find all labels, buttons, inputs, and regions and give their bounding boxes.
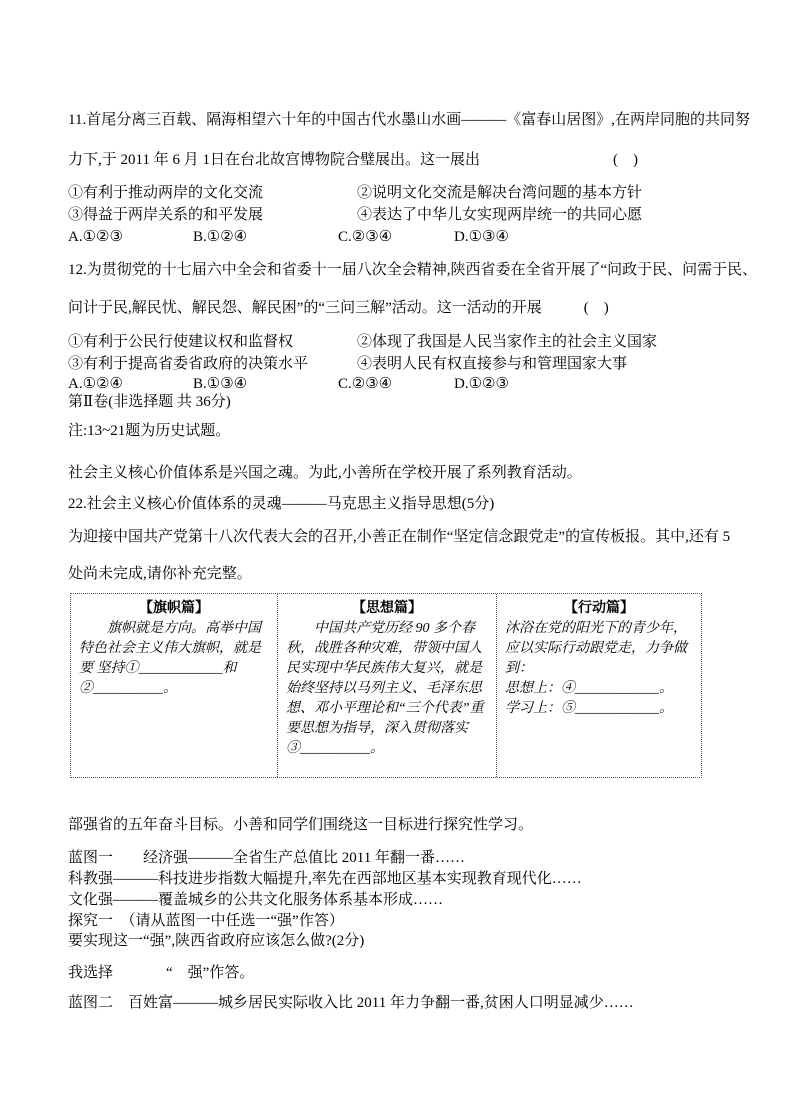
question-11-option-4: ④表达了中华儿女实现两岸统一的共同心愿 [357, 207, 643, 223]
question-12-stem-line-1: 12.为贯彻党的十七届六中全会和省委十一届八次全会精神,陕西省委在全省开展了“问政于民、问需于民、 [68, 262, 758, 278]
blueprint-1-line-2: 科教强———科技进步指数大幅提升,率先在西部地区基本实现教育现代化…… [68, 871, 582, 887]
choose-blank [113, 976, 166, 977]
board-cell-thought-title: 【思想篇】 [352, 601, 422, 616]
question-11-choice-d: D.①③④ [454, 229, 509, 245]
blueprint-1-line-1: 蓝图一 经济强———全省生产总值比 2011 年翻一番…… [68, 850, 465, 866]
board-cell-action-title: 【行动篇】 [564, 601, 634, 616]
question-12-stem-line-2 [68, 299, 733, 317]
board-cell-action-blank-4: 思想上：④____________。 [505, 681, 673, 696]
question-11-choice-c: C.②③④ [338, 229, 393, 245]
blueprint-1-line-3: 文化强———覆盖城乡的公共文化服务体系基本形成…… [68, 892, 444, 908]
question-11-choice-a: A.①②③ [68, 229, 123, 245]
question-22-desc-line-1: 为迎接中国共产党第十八次代表大会的召开,小善正在制作“坚定信念跟党走”的宣传板报。其中,还有 5 [68, 529, 731, 545]
question-11-options-row-1 [68, 184, 733, 202]
board-cell-action-blank-5: 学习上：⑤____________。 [505, 701, 673, 716]
question-11-option-3: ③得益于两岸关系的和平发展 [68, 207, 264, 223]
board-cell-flag-body: 旗帜就是方向。高举中国特色社会主义伟大旗帜，就是要 坚持①____________和②__________。 [79, 621, 261, 696]
board-cell-action [497, 594, 701, 777]
question-11-option-2: ②说明文化交流是解决台湾问题的基本方针 [357, 185, 643, 201]
question-12-options-row-2 [68, 355, 733, 373]
question-12-options-row-1 [68, 333, 733, 351]
question-11-stem-text: 力下,于 2011 年 6 月 1日在台北故宫博物院合璧展出。这一展出 [68, 152, 480, 168]
board-cell-action-intro: 沐浴在党的阳光下的青少年，应以实际行动跟党走，力争做到： [505, 621, 687, 676]
question-12-choice-d: D.①②③ [454, 376, 509, 392]
question-12-stem-text: 问计于民,解民忧、解民怨、解民困”的“三问三解”活动。这一活动的开展 [68, 300, 542, 316]
task-1-question: 要实现这一“强”,陕西省政府应该怎么做?(2分) [68, 933, 365, 949]
board-cell-thought [278, 594, 497, 777]
question-22-title: 22.社会主义核心价值体系的灵魂———马克思主义指导思想(5分) [68, 496, 495, 512]
question-11-choice-b: B.①②④ [193, 229, 248, 245]
question-12-option-4: ④表明人民有权直接参与和管理国家大事 [357, 356, 628, 372]
question-11-options-row-2 [68, 206, 733, 224]
question-11-choices-row [68, 228, 733, 246]
question-12-answer-bracket: ( ) [583, 300, 609, 316]
question-12-option-2: ②体现了我国是人民当家作主的社会主义国家 [357, 334, 658, 350]
question-12-choice-c: C.②③④ [338, 376, 393, 392]
question-11-answer-bracket: ( ) [612, 152, 638, 168]
board-cell-flag [71, 594, 278, 777]
exam-content [68, 111, 758, 1012]
choose-prefix: 我选择 [68, 965, 114, 981]
blueprint-2-line: 蓝图二 百姓富———城乡居民实际收入比 2011 年力争翻一番,贫困人口明显减少…… [68, 995, 634, 1011]
propaganda-board-table [70, 593, 702, 778]
explore-intro: 部强省的五年奋斗目标。小善和同学们围绕这一目标进行探究性学习。 [68, 817, 534, 833]
spacer [542, 311, 584, 312]
section-2-intro: 社会主义核心价值体系是兴国之魂。为此,小善所在学校开展了系列教育活动。 [68, 465, 582, 481]
question-12-option-1: ①有利于公民行使建议权和监督权 [68, 334, 294, 350]
question-22-desc-line-2: 处尚未完成,请你补充完整。 [68, 566, 252, 582]
question-12-choices-row [68, 375, 733, 393]
question-12-choice-b: B.①③④ [193, 376, 248, 392]
section-2-note: 注:13~21题为历史试题。 [68, 423, 231, 439]
board-cell-thought-body: 中国共产党历经 90 多个春秋，战胜各种灾难，带领中国人民实现中华民族伟大复兴，就是始终坚持以马列主义、毛泽东思想、邓小平理论和“三个代表”重要思想为指导，深入贯彻落实③__________。 [286, 621, 484, 756]
question-11-stem-line-2 [68, 151, 733, 169]
question-12-option-3: ③有利于提高省委省政府的决策水平 [68, 356, 309, 372]
choose-answer-line [68, 964, 733, 982]
board-cell-flag-title: 【旗帜篇】 [139, 601, 209, 616]
choose-suffix: “ 强”作答。 [166, 965, 255, 981]
spacer [480, 163, 613, 164]
question-12-choice-a: A.①②④ [68, 376, 123, 392]
task-1-label: 探究一 （请从蓝图一中任选一“强”作答） [68, 913, 344, 929]
question-11-stem-line-1: 11.首尾分离三百载、隔海相望六十年的中国古代水墨山水画———《富春山居图》,在两岸同胞的共同努 [68, 112, 750, 128]
section-2-title: 第Ⅱ卷(非选择题 共 36分) [68, 394, 231, 410]
question-11-option-1: ①有利于推动两岸的文化交流 [68, 185, 264, 201]
